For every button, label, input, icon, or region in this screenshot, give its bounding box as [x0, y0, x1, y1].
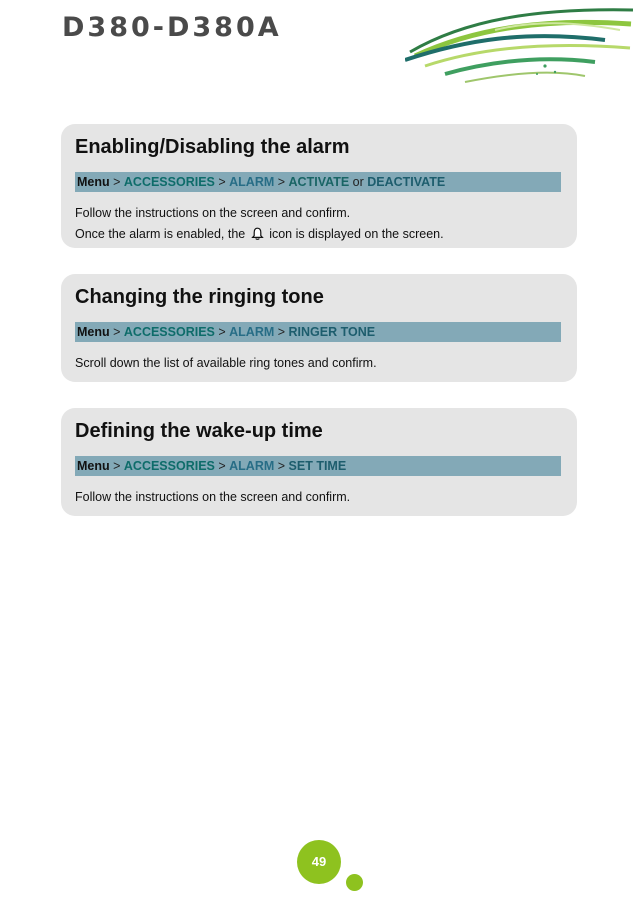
menu-path [75, 456, 561, 476]
menu-path-alarm: ALARM [229, 175, 275, 189]
menu-path-ringer-tone: RINGER TONE [288, 325, 376, 339]
instruction-line-with-icon [75, 224, 567, 245]
section-ringing-tone [61, 274, 577, 382]
menu-path-or: or [349, 175, 368, 189]
menu-path-separator: > [109, 325, 124, 339]
menu-path-separator: > [274, 459, 289, 473]
menu-path-accessories: ACCESSORIES [123, 459, 215, 473]
menu-path-menu: Menu [77, 459, 110, 473]
section-enable-alarm [61, 124, 577, 248]
menu-path-accessories: ACCESSORIES [123, 325, 215, 339]
menu-path-menu: Menu [77, 325, 110, 339]
menu-path-separator: > [274, 175, 289, 189]
menu-path-separator: > [109, 175, 124, 189]
section-body [75, 203, 567, 245]
menu-path-deactivate: DEACTIVATE [367, 175, 446, 189]
instruction-line: Follow the instructions on the screen and confirm. [75, 490, 351, 504]
menu-path-separator: > [109, 459, 124, 473]
instruction-line: Scroll down the list of available ring tones and confirm. [75, 356, 377, 370]
section-body [75, 487, 567, 508]
menu-path-separator: > [274, 325, 289, 339]
menu-path [75, 172, 561, 192]
section-wake-up-time [61, 408, 577, 516]
section-title: Defining the wake-up time [75, 420, 323, 442]
menu-path-accessories: ACCESSORIES [123, 175, 215, 189]
instruction-text: icon is displayed on the screen. [265, 227, 444, 241]
menu-path [75, 322, 561, 342]
decorative-dot [346, 874, 363, 891]
menu-path-separator: > [214, 325, 230, 339]
page-number-badge: 49 [297, 840, 341, 884]
menu-path-alarm: ALARM [229, 459, 275, 473]
menu-path-separator: > [214, 459, 230, 473]
menu-path-set-time: SET TIME [288, 459, 347, 473]
section-title: Changing the ringing tone [75, 286, 324, 308]
menu-path-activate: ACTIVATE [288, 175, 350, 189]
menu-path-separator: > [214, 175, 230, 189]
document-model-title: D380-D380A [62, 12, 282, 43]
menu-path-menu: Menu [77, 175, 110, 189]
instruction-line: Follow the instructions on the screen and confirm. [75, 206, 351, 220]
instruction-text: Once the alarm is enabled, the [75, 227, 249, 241]
section-body [75, 353, 567, 374]
decorative-swoosh-graphic [405, 0, 638, 100]
alarm-bell-icon [251, 227, 264, 241]
section-title: Enabling/Disabling the alarm [75, 136, 350, 158]
menu-path-alarm: ALARM [229, 325, 275, 339]
